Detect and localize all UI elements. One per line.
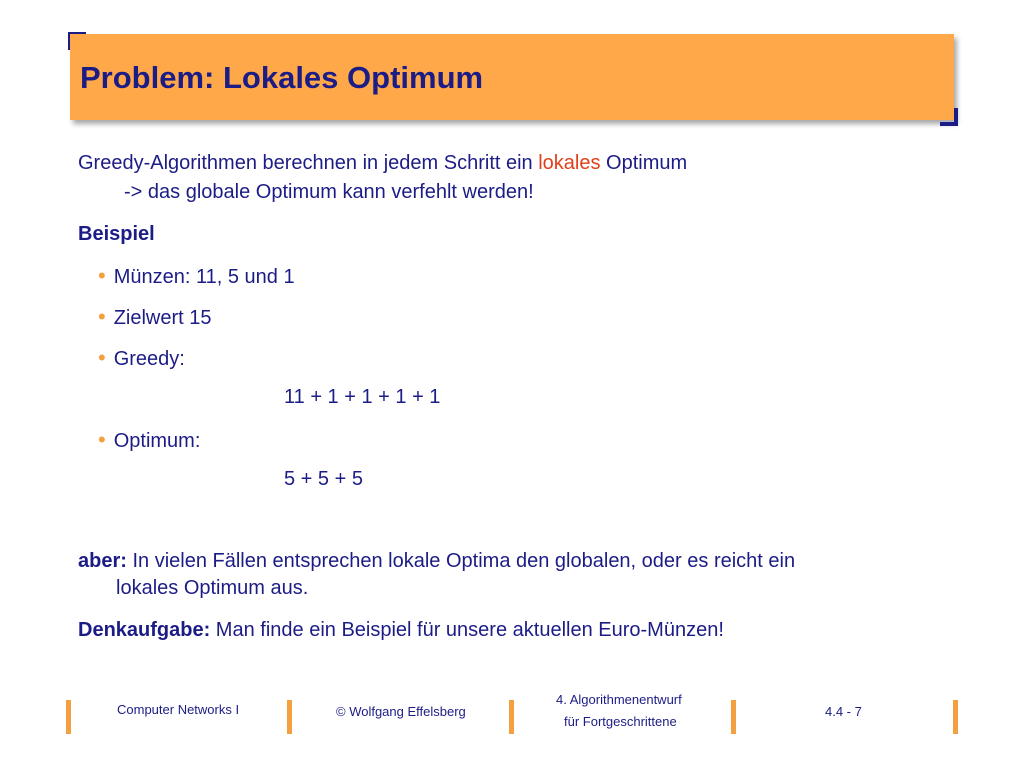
- slide-title: Problem: Lokales Optimum: [80, 60, 484, 95]
- bullet-dot-icon: •: [98, 427, 106, 452]
- intro-text-pre: Greedy-Algorithmen berechnen in jedem Schritt ein: [78, 152, 539, 174]
- bullet-item: [98, 427, 200, 453]
- bullet-item: [98, 304, 212, 330]
- intro-line-1: [78, 152, 687, 175]
- bullet-item: [98, 345, 185, 371]
- aber-label: aber:: [78, 550, 127, 572]
- greedy-sum: 11 + 1 + 1 + 1 + 1: [284, 386, 441, 408]
- example-heading: Beispiel: [78, 223, 155, 245]
- bullet-text: Münzen: 11, 5 und 1: [113, 266, 295, 288]
- footer-chapter-line-1: 4. Algorithmenentwurf: [556, 692, 682, 707]
- footer-divider: [731, 700, 736, 734]
- denkaufgabe-line: [78, 619, 724, 642]
- footer-divider: [287, 700, 292, 734]
- intro-line-2: -> das globale Optimum kann verfehlt werden!: [124, 181, 534, 203]
- aber-line-2: lokales Optimum aus.: [116, 577, 309, 599]
- bullet-text: Greedy:: [113, 348, 185, 370]
- bullet-item: [98, 263, 295, 289]
- aber-text-1: In vielen Fällen entsprechen lokale Optima den globalen, oder es reicht ein: [126, 550, 796, 572]
- intro-text-post: Optimum: [600, 152, 688, 174]
- bullet-text: Optimum:: [113, 430, 201, 452]
- bullet-dot-icon: •: [98, 304, 106, 329]
- footer-divider: [953, 700, 958, 734]
- bullet-dot-icon: •: [98, 345, 106, 370]
- footer-divider: [66, 700, 71, 734]
- title-corner-bottom-right: [940, 108, 958, 126]
- footer-author: © Wolfgang Effelsberg: [336, 704, 466, 719]
- footer-page-number: 4.4 - 7: [825, 704, 862, 719]
- footer-chapter-line-2: für Fortgeschrittene: [564, 714, 677, 729]
- denkaufgabe-text: Man finde ein Beispiel für unsere aktuellen Euro-Münzen!: [210, 619, 724, 641]
- title-bar: [70, 34, 954, 120]
- slide-footer: [0, 688, 1024, 748]
- aber-line-1: [78, 550, 795, 573]
- bullet-dot-icon: •: [98, 263, 106, 288]
- intro-highlight: lokales: [538, 152, 601, 174]
- footer-divider: [509, 700, 514, 734]
- optimum-sum: 5 + 5 + 5: [284, 468, 363, 490]
- footer-course: Computer Networks I: [117, 702, 240, 717]
- bullet-text: Zielwert 15: [113, 307, 212, 329]
- denkaufgabe-label: Denkaufgabe:: [78, 619, 211, 641]
